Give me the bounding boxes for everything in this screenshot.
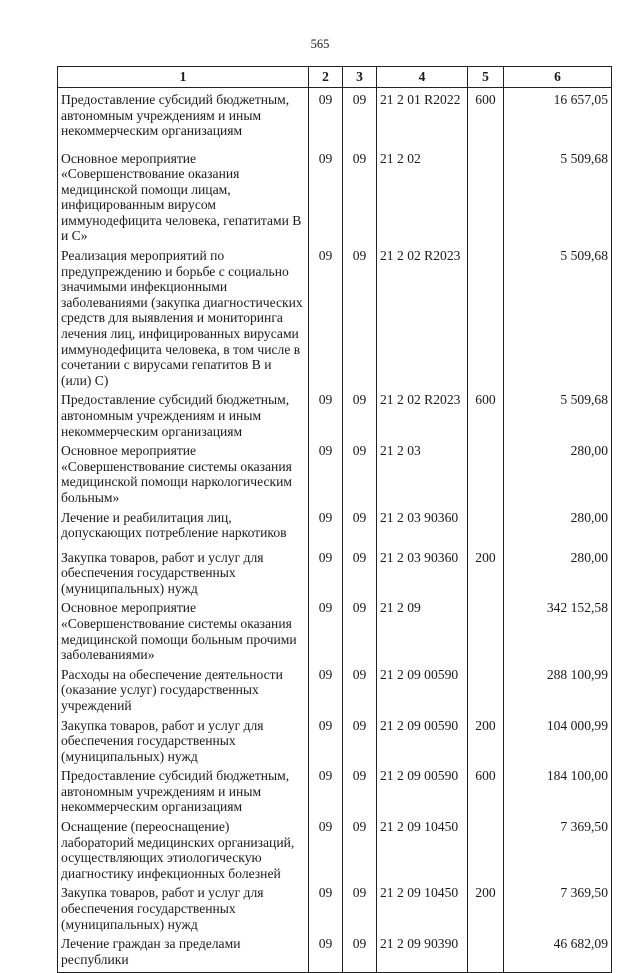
row-subsection-cell: 09	[343, 881, 377, 932]
row-section-cell: 09	[309, 714, 343, 765]
row-name-cell: Расходы на обеспечение деятельности (оказание услуг) государственных учреждений	[58, 663, 309, 714]
row-section-cell: 09	[309, 815, 343, 881]
row-expense-type-cell: 200	[468, 881, 504, 932]
row-section-cell: 09	[309, 147, 343, 245]
row-subsection-cell: 09	[343, 932, 377, 972]
table-row	[58, 546, 612, 597]
row-amount-cell: 5 509,68	[504, 388, 612, 439]
row-amount-cell: 184 100,00	[504, 764, 612, 815]
row-subsection-cell: 09	[343, 663, 377, 714]
header-cell-4: 4	[377, 67, 468, 88]
table-row	[58, 764, 612, 815]
header-cell-1: 1	[58, 67, 309, 88]
row-name-cell: Реализация мероприятий по предупреждению и борьбе с социально значимыми инфекционными заболеваниями (закупка диагностических средств для выявления и мониторинга лечения лиц, инфицированных вирусами иммунодефицита человека, в том числе в сочетании с вирусами гепатитов В и (или) С)	[58, 244, 309, 388]
row-amount-cell: 342 152,58	[504, 596, 612, 662]
row-section-cell: 09	[309, 506, 343, 546]
row-name-cell: Предоставление субсидий бюджетным, автономным учреждениям и иным некоммерческим организациям	[58, 388, 309, 439]
row-subsection-cell: 09	[343, 546, 377, 597]
row-amount-cell: 280,00	[504, 546, 612, 597]
row-name-cell: Основное мероприятие «Совершенствование системы оказания медицинской помощи больным прочими заболеваниями»	[58, 596, 309, 662]
row-expense-type-cell: 200	[468, 714, 504, 765]
row-expense-type-cell	[468, 506, 504, 546]
row-subsection-cell: 09	[343, 596, 377, 662]
row-section-cell: 09	[309, 663, 343, 714]
row-subsection-cell: 09	[343, 714, 377, 765]
row-section-cell: 09	[309, 764, 343, 815]
row-name-cell: Основное мероприятие «Совершенствование оказания медицинской помощи лицам, инфицированным вирусом иммунодефицита человека, гепатитами В и С»	[58, 147, 309, 245]
row-target-article-cell: 21 2 03 90360	[377, 506, 468, 546]
row-name-cell: Предоставление субсидий бюджетным, автономным учреждениям и иным некоммерческим организациям	[58, 764, 309, 815]
row-name-cell: Основное мероприятие «Совершенствование системы оказания медицинской помощи наркологическим больным»	[58, 439, 309, 505]
row-target-article-cell: 21 2 09 00590	[377, 764, 468, 815]
table-header-row	[58, 67, 612, 88]
row-subsection-cell: 09	[343, 439, 377, 505]
row-target-article-cell: 21 2 09 10450	[377, 881, 468, 932]
row-target-article-cell: 21 2 09	[377, 596, 468, 662]
row-section-cell: 09	[309, 932, 343, 972]
header-cell-3: 3	[343, 67, 377, 88]
row-section-cell: 09	[309, 88, 343, 147]
row-section-cell: 09	[309, 388, 343, 439]
table-row	[58, 506, 612, 546]
row-target-article-cell: 21 2 02	[377, 147, 468, 245]
row-subsection-cell: 09	[343, 764, 377, 815]
row-expense-type-cell: 200	[468, 546, 504, 597]
row-target-article-cell: 21 2 09 90390	[377, 932, 468, 972]
header-cell-6: 6	[504, 67, 612, 88]
row-name-cell: Оснащение (переоснащение) лабораторий медицинских организаций, осуществляющих этиологическую диагностику инфекционных болезней	[58, 815, 309, 881]
row-name-cell: Предоставление субсидий бюджетным, автономным учреждениям и иным некоммерческим организациям	[58, 88, 309, 147]
table-row	[58, 439, 612, 505]
row-subsection-cell: 09	[343, 815, 377, 881]
row-expense-type-cell: 600	[468, 88, 504, 147]
table-row	[58, 244, 612, 388]
row-amount-cell: 280,00	[504, 506, 612, 546]
row-expense-type-cell	[468, 596, 504, 662]
row-amount-cell: 7 369,50	[504, 881, 612, 932]
header-cell-5: 5	[468, 67, 504, 88]
row-amount-cell: 280,00	[504, 439, 612, 505]
row-amount-cell: 5 509,68	[504, 147, 612, 245]
row-target-article-cell: 21 2 03	[377, 439, 468, 505]
row-expense-type-cell: 600	[468, 764, 504, 815]
row-name-cell: Закупка товаров, работ и услуг для обеспечения государственных (муниципальных) нужд	[58, 546, 309, 597]
table-row	[58, 663, 612, 714]
table-row	[58, 147, 612, 245]
row-amount-cell: 7 369,50	[504, 815, 612, 881]
row-expense-type-cell: 600	[468, 388, 504, 439]
table-body	[58, 88, 612, 973]
row-name-cell: Закупка товаров, работ и услуг для обеспечения государственных (муниципальных) нужд	[58, 881, 309, 932]
row-amount-cell: 46 682,09	[504, 932, 612, 972]
row-amount-cell: 5 509,68	[504, 244, 612, 388]
table-row	[58, 714, 612, 765]
row-subsection-cell: 09	[343, 244, 377, 388]
row-subsection-cell: 09	[343, 147, 377, 245]
table-row	[58, 388, 612, 439]
row-expense-type-cell	[468, 439, 504, 505]
row-subsection-cell: 09	[343, 506, 377, 546]
budget-table	[57, 66, 612, 973]
row-target-article-cell: 21 2 09 10450	[377, 815, 468, 881]
row-target-article-cell: 21 2 09 00590	[377, 663, 468, 714]
row-target-article-cell: 21 2 09 00590	[377, 714, 468, 765]
row-target-article-cell: 21 2 03 90360	[377, 546, 468, 597]
row-amount-cell: 104 000,99	[504, 714, 612, 765]
row-name-cell: Лечение граждан за пределами республики	[58, 932, 309, 972]
header-cell-2: 2	[309, 67, 343, 88]
row-section-cell: 09	[309, 244, 343, 388]
row-expense-type-cell	[468, 663, 504, 714]
row-subsection-cell: 09	[343, 88, 377, 147]
row-target-article-cell: 21 2 02 R2023	[377, 244, 468, 388]
row-target-article-cell: 21 2 01 R2022	[377, 88, 468, 147]
table-row	[58, 88, 612, 147]
table-row	[58, 815, 612, 881]
row-expense-type-cell	[468, 147, 504, 245]
row-expense-type-cell	[468, 815, 504, 881]
table-row	[58, 932, 612, 972]
row-expense-type-cell	[468, 244, 504, 388]
row-expense-type-cell	[468, 932, 504, 972]
row-amount-cell: 16 657,05	[504, 88, 612, 147]
table-row	[58, 881, 612, 932]
row-section-cell: 09	[309, 596, 343, 662]
row-target-article-cell: 21 2 02 R2023	[377, 388, 468, 439]
row-section-cell: 09	[309, 546, 343, 597]
row-section-cell: 09	[309, 881, 343, 932]
table-row	[58, 596, 612, 662]
row-name-cell: Лечение и реабилитация лиц, допускающих потребление наркотиков	[58, 506, 309, 546]
page-number: 565	[310, 37, 330, 51]
row-name-cell: Закупка товаров, работ и услуг для обеспечения государственных (муниципальных) нужд	[58, 714, 309, 765]
row-amount-cell: 288 100,99	[504, 663, 612, 714]
row-section-cell: 09	[309, 439, 343, 505]
row-subsection-cell: 09	[343, 388, 377, 439]
